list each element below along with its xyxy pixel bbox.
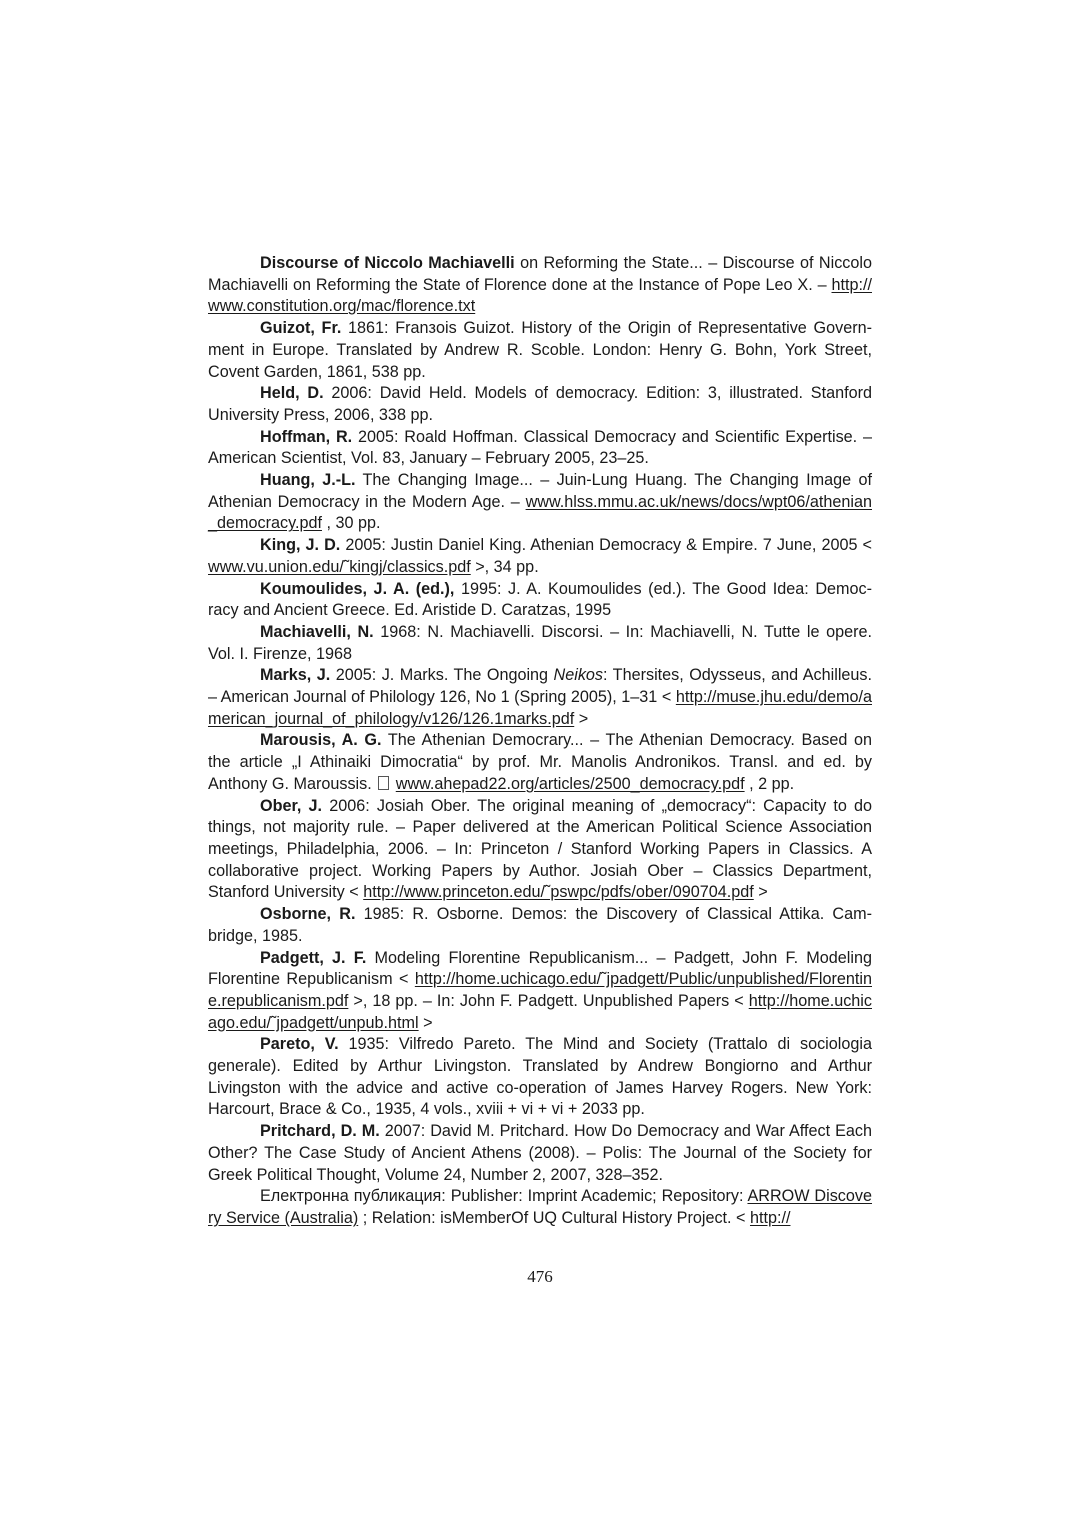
page-number: 476 xyxy=(527,1267,553,1286)
entry-text: : Thersites, Odysseus, and Achilleus. – American Journal of Philology 126, No 1 (Spring 2005), 1–31 < xyxy=(208,666,873,707)
entry-text: 1968: N. Machiavelli. Discorsi. – In: Machiavelli, N. Tutte le opere. Vol. I. Firenze, 1968 xyxy=(208,622,872,663)
entry-text: > xyxy=(574,709,589,728)
entry-author: Guizot, Fr. xyxy=(260,319,342,338)
bibliography-entry xyxy=(208,579,872,622)
entry-link[interactable]: http://muse.jhu.edu/demo/american_journal_of_philology/v126/126.1marks.pdf xyxy=(208,688,872,728)
entry-text: 1935: Vilfredo Pareto. The Mind and Society (Trattalo di sociologia generale). Edited by Arthur Livingston. Translated by Andrew Bongiorno and Arthur Livingston with the advice and active co-operation of James Harvey Rogers. New York: Harcourt, Brace & Co., 1935, 4 vols., xviii + vi + vi + 2033 pp. xyxy=(208,1035,872,1119)
entry-author: Koumoulides, J. A. (ed.), xyxy=(260,579,455,598)
bibliography-entry xyxy=(208,318,872,383)
entry-author: Marks, J. xyxy=(260,666,331,685)
entry-text: Електронна публикация: Publisher: Imprint Academic; Repository: xyxy=(260,1187,748,1206)
bibliography-entry xyxy=(208,470,872,535)
entry-author: Hoffman, R. xyxy=(260,427,353,446)
entry-text: 1985: R. Osborne. Demos: the Discovery of Classical Attika. Cambridge, 1985. xyxy=(208,905,872,945)
bibliography-page xyxy=(208,253,872,1230)
entry-text: ; Relation: isMemberOf UQ Cultural History Project. < xyxy=(358,1208,750,1227)
entry-author: Padgett, J. F. xyxy=(260,948,367,967)
bibliography-entry xyxy=(208,796,872,905)
entry-text: The Athenian Democrary... – The Athenian Democracy. Based on the article „I Athinaiki Dimocratia“ by prof. Mr. Manolis Andronikos. Transl. and ed. by Anthony G. Maroussis. xyxy=(208,731,873,793)
entry-author: Discourse of Niccolo Machiavelli xyxy=(260,254,515,272)
entry-link[interactable]: ARROW Discovery Service (Australia) xyxy=(208,1187,872,1227)
bibliography-entry xyxy=(208,253,872,318)
entry-author: Machiavelli, N. xyxy=(260,622,374,641)
missing-glyph-icon xyxy=(378,776,389,790)
entry-author: Huang, J.-L. xyxy=(260,471,356,490)
entry-text: 1995: J. A. Koumoulides (ed.). The Good Idea: Democracy and Ancient Greece. Ed. Aristide D. Caratzas, 1995 xyxy=(208,579,872,620)
entry-author: Pritchard, D. M. xyxy=(260,1122,380,1141)
entry-link[interactable]: http:// xyxy=(749,1208,791,1227)
entry-text: 2006: Josiah Ober. The original meaning of „democracy“: Capacity to do things, not majority rule. – Paper delivered at the American Political Science Association meetings, Philadelphia, 2006. – In: Princeton / Stanford Working Papers in Classics. A collaborative project. Working Papers by Author. Josiah Ober – Classics Department, Stanford University < xyxy=(208,796,872,902)
entry-italic-text: Neikos xyxy=(553,666,604,685)
bibliography-entry xyxy=(208,904,872,947)
entry-text: 2005: Justin Daniel King. Athenian Democracy & Empire. 7 June, 2005 < xyxy=(340,536,872,555)
entry-author: King, J. D. xyxy=(260,536,341,555)
entry-link[interactable]: http://home.uchicago.edu/˜jpadgett/unpub.html xyxy=(208,991,872,1032)
entry-text: 2006: David Held. Models of democracy. Edition: 3, illustrated. Stanford University Press, 2006, 338 pp. xyxy=(208,384,872,424)
bibliography-entry xyxy=(208,622,872,665)
entry-text: 2005: Roald Hoffman. Classical Democracy and Scientific Expertise. – American Scientist, Vol. 83, January – February 2005, 23–25. xyxy=(208,427,872,468)
entry-text: 1861: Franзois Guizot. History of the Origin of Representative Government in Europe. Translated by Andrew R. Scoble. London: Henry G. Bohn, York Street, Covent Garden, 1861, 538 pp. xyxy=(208,319,872,381)
bibliography-entry xyxy=(208,948,872,1035)
entry-link[interactable]: www.vu.union.edu/˜kingj/classics.pdf xyxy=(208,557,471,576)
entry-link[interactable]: http://www.princeton.edu/˜pswpc/pdfs/ober/090704.pdf xyxy=(363,883,754,902)
entry-text: > xyxy=(753,883,768,902)
bibliography-entry xyxy=(208,427,872,470)
entry-text: on Reforming the State... – Discourse of Niccolo Machiavelli on Reforming the State of Florence done at the Instance of Pope Leo X. – xyxy=(208,254,872,294)
entry-link[interactable]: www.ahepad22.org/articles/2500_democracy.pdf xyxy=(395,774,745,793)
entry-text: >, 34 pp. xyxy=(470,557,539,576)
entry-text: > xyxy=(418,1013,433,1032)
entry-text: >, 18 pp. – In: John F. Padgett. Unpublished Papers < xyxy=(348,991,749,1010)
entry-link[interactable]: www.hlss.mmu.ac.uk/news/docs/wpt06/athenian_democracy.pdf xyxy=(208,492,872,533)
bibliography-entry xyxy=(208,535,872,578)
entry-text: 2005: J. Marks. The Ongoing xyxy=(330,666,554,685)
entry-text: , 2 pp. xyxy=(744,774,795,793)
entry-text: , 30 pp. xyxy=(321,514,381,533)
entry-author: Ober, J. xyxy=(260,796,323,815)
bibliography-entry xyxy=(208,1186,872,1229)
bibliography-entry xyxy=(208,665,872,730)
bibliography-entry xyxy=(208,730,872,795)
entry-text: 2007: David M. Pritchard. How Do Democracy and War Affect Each Other? The Case Study of Ancient Athens (2008). – Polis: The Journal of the Society for Greek Political Thought, Volume 24, Number 2, 2007, 328–352. xyxy=(208,1122,872,1184)
entry-author: Osborne, R. xyxy=(260,905,356,924)
entry-text: Modeling Florentine Republicanism... – Padgett, John F. Modeling Florentine Republicanism < xyxy=(208,948,872,989)
entry-author: Pareto, V. xyxy=(260,1035,339,1054)
entry-author: Held, D. xyxy=(260,384,324,403)
bibliography-entry xyxy=(208,1034,872,1121)
bibliography-entry xyxy=(208,383,872,426)
entry-text: The Changing Image... – Juin-Lung Huang. The Changing Image of Athenian Democracy in the Modern Age. – xyxy=(208,471,872,511)
entry-link[interactable]: http://www.constitution.org/mac/florence.txt xyxy=(208,275,872,316)
entry-link[interactable]: http://home.uchicago.edu/˜jpadgett/Public/unpublished/Florentine.republicanism.pdf xyxy=(208,970,872,1010)
bibliography-entry xyxy=(208,1121,872,1186)
entry-author: Marousis, A. G. xyxy=(260,731,382,750)
